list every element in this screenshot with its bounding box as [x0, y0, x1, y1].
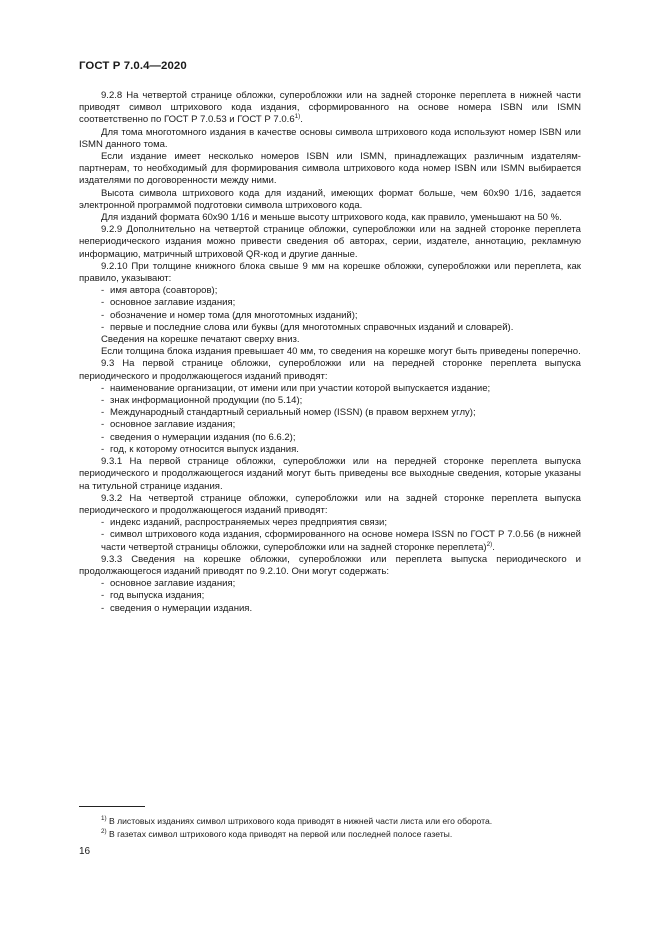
list-item [79, 444, 581, 456]
paragraph-text: первые и последние слова или буквы (для многотомных справочных изданий и словарей). [110, 321, 514, 333]
page-number: 16 [79, 846, 91, 857]
paragraph-text: Для тома многотомного издания в качестве основы символа штрихового кода используют номер ISBN или ISMN данного тома. [79, 126, 581, 150]
list-dash: - [101, 382, 105, 394]
list-dash: - [101, 602, 105, 614]
list-item [79, 297, 581, 309]
paragraph [79, 493, 581, 517]
standard-header: ГОСТ Р 7.0.4—2020 [79, 60, 187, 72]
list-dash: - [101, 529, 105, 541]
paragraph [79, 334, 581, 346]
list-dash: - [101, 590, 105, 602]
list-item [79, 383, 581, 395]
paragraph-text: 9.2.10 При толщине книжного блока свыше 9 мм на корешке обложки, суперобложки или переплета, как правило, указывают: [79, 260, 581, 285]
footnote [101, 828, 581, 841]
paragraph-text: основное заглавие издания; [110, 419, 236, 431]
paragraph-text: сведения о нумерации издания. [110, 602, 253, 614]
list-dash: - [101, 578, 105, 590]
list-dash: - [101, 309, 105, 321]
footnote-ref: 1) [294, 113, 301, 121]
list-item [79, 529, 581, 553]
list-item [79, 322, 581, 334]
document-body [79, 90, 581, 615]
list-item [79, 407, 581, 419]
paragraph [79, 346, 581, 358]
paragraph-text: Международный стандартный сериальный номер (ISSN) (в правом верхнем углу); [110, 407, 476, 419]
paragraph-text: 9.3.1 На первой странице обложки, суперобложки или на передней сторонке переплета выпуска периодического и продолжающегося изданий могут быть приведены все выходные сведения, которые указаны на титульной странице издания. [79, 456, 581, 492]
paragraph-text: Сведения на корешке печатают сверху вниз. [101, 334, 300, 346]
list-dash: - [101, 321, 105, 333]
paragraph-text: обозначение и номер тома (для многотомных изданий); [110, 309, 358, 321]
paragraph [79, 90, 581, 127]
footnote-mark: 1) [101, 815, 107, 822]
list-item [79, 285, 581, 297]
list-item [79, 517, 581, 529]
paragraph-text: 9.3.3 Сведения на корешке обложки, суперобложки или переплета выпуска периодического и продолжающегося изданий приводят по 9.2.10. Они могут содержать: [79, 553, 581, 577]
paragraph-text: 9.2.9 Дополнительно на четвертой странице обложки, суперобложки или на задней сторонке переплета непериодического издания можно привести сведения об авторах, серии, издателе, аннотацию, рекламную информацию, матричный штриховой QR-код и другие данные. [79, 224, 581, 260]
list-dash: - [101, 285, 105, 297]
list-item [79, 603, 581, 615]
list-item [79, 432, 581, 444]
footnote [101, 815, 581, 828]
footnote-ref: 2) [486, 540, 493, 548]
list-dash: - [101, 407, 105, 419]
footnote-separator [79, 806, 145, 807]
list-item [79, 310, 581, 322]
paragraph [79, 151, 581, 188]
paragraph-text: сведения о нумерации издания (по 6.6.2); [110, 431, 296, 443]
paragraph-text: год, к которому относится выпуск издания. [110, 443, 299, 455]
list-item [79, 578, 581, 590]
list-dash: - [101, 297, 105, 309]
paragraph [79, 358, 581, 382]
list-dash: - [101, 419, 105, 431]
trailing-punct: . [300, 114, 303, 126]
paragraph-text: Если издание имеет несколько номеров ISBN или ISMN, принадлежащих различным издателям-партнерам, то необходимый для формирования символа штрихового кода номер ISBN или ISMN выбирается издателями по договоренности между ними. [79, 151, 581, 187]
paragraph [79, 188, 581, 212]
paragraph-text: год выпуска издания; [110, 590, 205, 602]
list-item [79, 395, 581, 407]
footnote-mark: 2) [101, 827, 107, 835]
paragraph [79, 127, 581, 151]
paragraph-text: 9.2.8 На четвертой странице обложки, суперобложки или на задней сторонке переплета в нижней части приводят символ штрихового кода издания, сформированного на основе номера ISBN или ISMN соответственно по ГОСТ Р 7.0.53 и ГОСТ Р 7.0.6 [79, 90, 581, 126]
footnote-text: В газетах символ штрихового кода приводят на первой или последней полосе газеты. [109, 828, 453, 839]
paragraph-text: Высота символа штрихового кода для изданий, имеющих формат больше, чем 60x90 1/16, задается электронной программой подготовки символа штрихового кода. [79, 187, 581, 211]
paragraph-text: наименование организации, от имени или при участии которой выпускается издание; [110, 382, 491, 394]
footnotes [101, 815, 581, 840]
paragraph-text: Если толщина блока издания превышает 40 мм, то сведения на корешке могут быть приведены поперечно. [101, 346, 581, 358]
paragraph-text: индекс изданий, распространяемых через предприятия связи; [110, 517, 388, 529]
list-dash: - [101, 395, 105, 407]
list-dash: - [101, 517, 105, 529]
list-dash: - [101, 443, 105, 455]
paragraph [79, 212, 581, 224]
paragraph-text: основное заглавие издания; [110, 578, 236, 590]
paragraph-text: основное заглавие издания; [110, 297, 236, 309]
paragraph-text: символ штрихового кода издания, сформированного на основе номера ISSN по ГОСТ Р 7.0.56 (в нижней части четвертой страницы обложки, суперобложки или на задней сторонке переплета) [101, 529, 581, 553]
list-item [79, 419, 581, 431]
paragraph-text: имя автора (соавторов); [110, 285, 218, 297]
paragraph [79, 224, 581, 261]
list-item [79, 590, 581, 602]
trailing-punct: . [492, 541, 495, 553]
paragraph [79, 554, 581, 578]
paragraph-text: знак информационной продукции (по 5.14); [110, 395, 303, 407]
paragraph [79, 261, 581, 285]
paragraph-text: 9.3.2 На четвертой странице обложки, суперобложки или на задней сторонке переплета выпуска периодического и продолжающегося изданий приводят: [79, 492, 581, 516]
paragraph [79, 456, 581, 493]
list-dash: - [101, 431, 105, 443]
paragraph-text: Для изданий формата 60x90 1/16 и меньше высоту штрихового кода, как правило, уменьшают на 50 %. [101, 212, 562, 224]
footnote-text: В листовых изданиях символ штрихового кода приводят в нижней части листа или его оборота. [109, 816, 493, 826]
paragraph-text: 9.3 На первой странице обложки, суперобложки или на передней сторонке переплета выпуска периодического и продолжающегося изданий приводят: [79, 358, 581, 382]
